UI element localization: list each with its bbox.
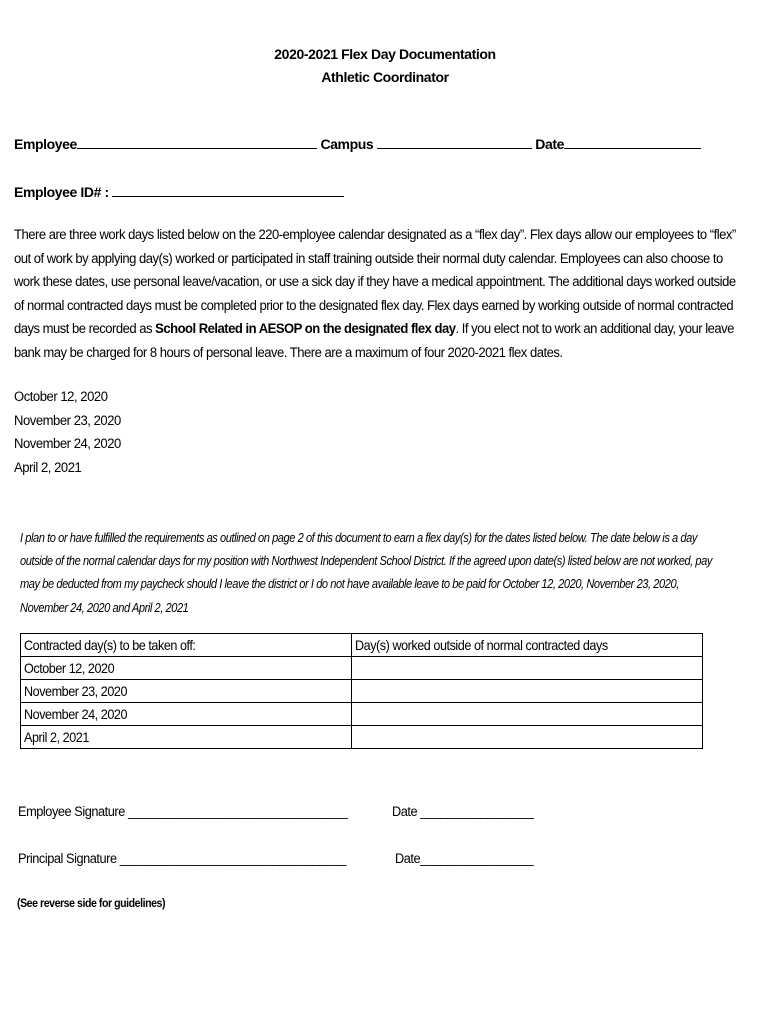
employee-id-label: Employee ID# : xyxy=(14,184,109,200)
employee-signature-date-blank: _________________ xyxy=(420,804,534,820)
table-header-row xyxy=(21,634,703,657)
principal-signature-date-label: Date xyxy=(395,851,421,867)
table-header-worked: Day(s) worked outside of normal contracted days xyxy=(352,634,703,657)
instructions-paragraph xyxy=(14,224,741,366)
document-subtitle: Athletic Coordinator xyxy=(321,69,449,85)
employee-id-field[interactable] xyxy=(112,182,344,197)
principal-signature-blank: __________________________________ xyxy=(119,851,346,867)
campus-label: Campus xyxy=(320,136,374,152)
table-row xyxy=(21,680,703,703)
instructions-text-part1: There are three work days listed below on the 220-employee calendar designated as a “flex day”. Flex days allow our employees to “flex” out of work by applying day(s) worked or participated in staff training outside their normal duty calendar. Employees can also choose to work these dates, use personal leave/vacation, or use a sick day if they have a medical appointment. The additional days worked outside of normal contracted days must be completed prior to the designated flex day. Flex days earned by working outside of normal contracted days must be recorded as xyxy=(14,227,736,338)
worked-day-cell[interactable] xyxy=(352,703,703,726)
agreement-statement: I plan to or have fulfilled the requirements as outlined on page 2 of this document to earn a flex day(s) for the dates listed below. The date below is a day outside of the normal calendar days for my position with Northwest Independent School District. If the agreed upon date(s) listed below are not worked, pay may be deducted from my paycheck should I leave the district or I do not have available leave to be paid for October 12, 2020, November 23, 2020, November 24, 2020 and April 2, 2021 xyxy=(20,531,712,615)
contracted-day-cell: November 23, 2020 xyxy=(21,680,352,703)
table-row xyxy=(21,726,703,749)
employee-label: Employee xyxy=(14,136,77,152)
table-row xyxy=(21,703,703,726)
employee-signature-date-line[interactable] xyxy=(392,804,533,820)
employee-id-row xyxy=(14,182,344,200)
flex-date-item: April 2, 2021 xyxy=(14,459,82,476)
principal-signature-label: Principal Signature xyxy=(18,851,117,867)
document-title: 2020-2021 Flex Day Documentation xyxy=(274,46,496,62)
date-field[interactable] xyxy=(564,134,701,149)
employee-signature-line[interactable] xyxy=(18,804,347,820)
contracted-day-cell: October 12, 2020 xyxy=(21,657,352,680)
worked-day-cell[interactable] xyxy=(352,680,703,703)
employee-signature-date-label: Date xyxy=(392,804,418,820)
flex-date-item: November 23, 2020 xyxy=(14,412,121,429)
instructions-bold-text: School Related in AESOP on the designated flex day xyxy=(155,321,456,338)
flex-days-table xyxy=(20,633,703,749)
employee-signature-label: Employee Signature xyxy=(18,804,125,820)
instructions-text-part2: . If you elect not to work an additional day, your leave bank may be charged for 8 hours of personal leave. There are a maximum of four 2020-2021 flex dates. xyxy=(14,321,734,361)
date-label: Date xyxy=(535,136,565,152)
employee-signature-blank: _________________________________ xyxy=(127,804,348,820)
principal-signature-date-line[interactable] xyxy=(395,851,533,867)
worked-day-cell[interactable] xyxy=(352,657,703,680)
worked-day-cell[interactable] xyxy=(352,726,703,749)
campus-field[interactable] xyxy=(377,134,532,149)
table-row xyxy=(21,657,703,680)
contracted-day-cell: April 2, 2021 xyxy=(21,726,352,749)
flex-date-item: October 12, 2020 xyxy=(14,389,108,405)
principal-signature-date-blank: _________________ xyxy=(420,851,534,867)
flex-dates-list xyxy=(14,386,121,480)
contracted-day-cell: November 24, 2020 xyxy=(21,703,352,726)
reverse-side-note: (See reverse side for guidelines) xyxy=(17,896,166,910)
principal-signature-line[interactable] xyxy=(18,851,346,867)
employee-field[interactable] xyxy=(77,134,317,149)
table-header-contracted: Contracted day(s) to be taken off: xyxy=(21,634,352,657)
employee-info-row xyxy=(14,134,701,152)
flex-date-item: November 24, 2020 xyxy=(14,436,121,452)
